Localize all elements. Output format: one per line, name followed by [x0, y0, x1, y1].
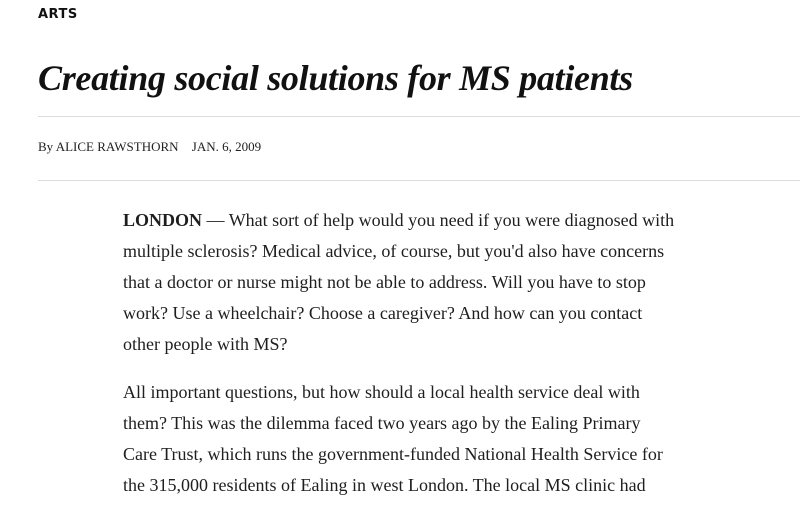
- dateline: LONDON: [123, 210, 203, 230]
- article-line: multiple sclerosis? Medical advice, of course, but you'd also have concerns: [123, 241, 665, 261]
- header-divider-top: [38, 116, 800, 117]
- article-line: them? This was the dilemma faced two years ago by the Ealing Primary: [123, 413, 641, 433]
- header-divider-bottom: [38, 180, 800, 181]
- article-line-text: — What sort of help would you need if you were diagnosed with: [202, 210, 675, 230]
- section-label[interactable]: ARTS: [38, 7, 78, 22]
- article-paragraph-1: [123, 205, 773, 360]
- article-line: work? Use a wheelchair? Choose a caregiver? And how can you contact: [123, 303, 643, 323]
- byline-date: JAN. 6, 2009: [191, 139, 262, 154]
- article-line: [123, 205, 773, 236]
- article-line: Care Trust, which runs the government-funded National Health Service for: [123, 444, 663, 464]
- byline: [38, 139, 261, 155]
- article-body: [123, 205, 773, 518]
- article-line: All important questions, but how should a local health service deal with: [123, 382, 640, 402]
- article-line: that a doctor or nurse might not be able to address. Will you have to stop: [123, 272, 646, 292]
- article-line: the 315,000 residents of Ealing in west London. The local MS clinic had: [123, 475, 646, 495]
- byline-prefix: By: [38, 139, 54, 154]
- byline-author[interactable]: ALICE RAWSTHORN: [55, 139, 179, 154]
- article-line: other people with MS?: [123, 334, 288, 354]
- article-headline: Creating social solutions for MS patients: [38, 58, 633, 98]
- article-paragraph-2: [123, 377, 773, 501]
